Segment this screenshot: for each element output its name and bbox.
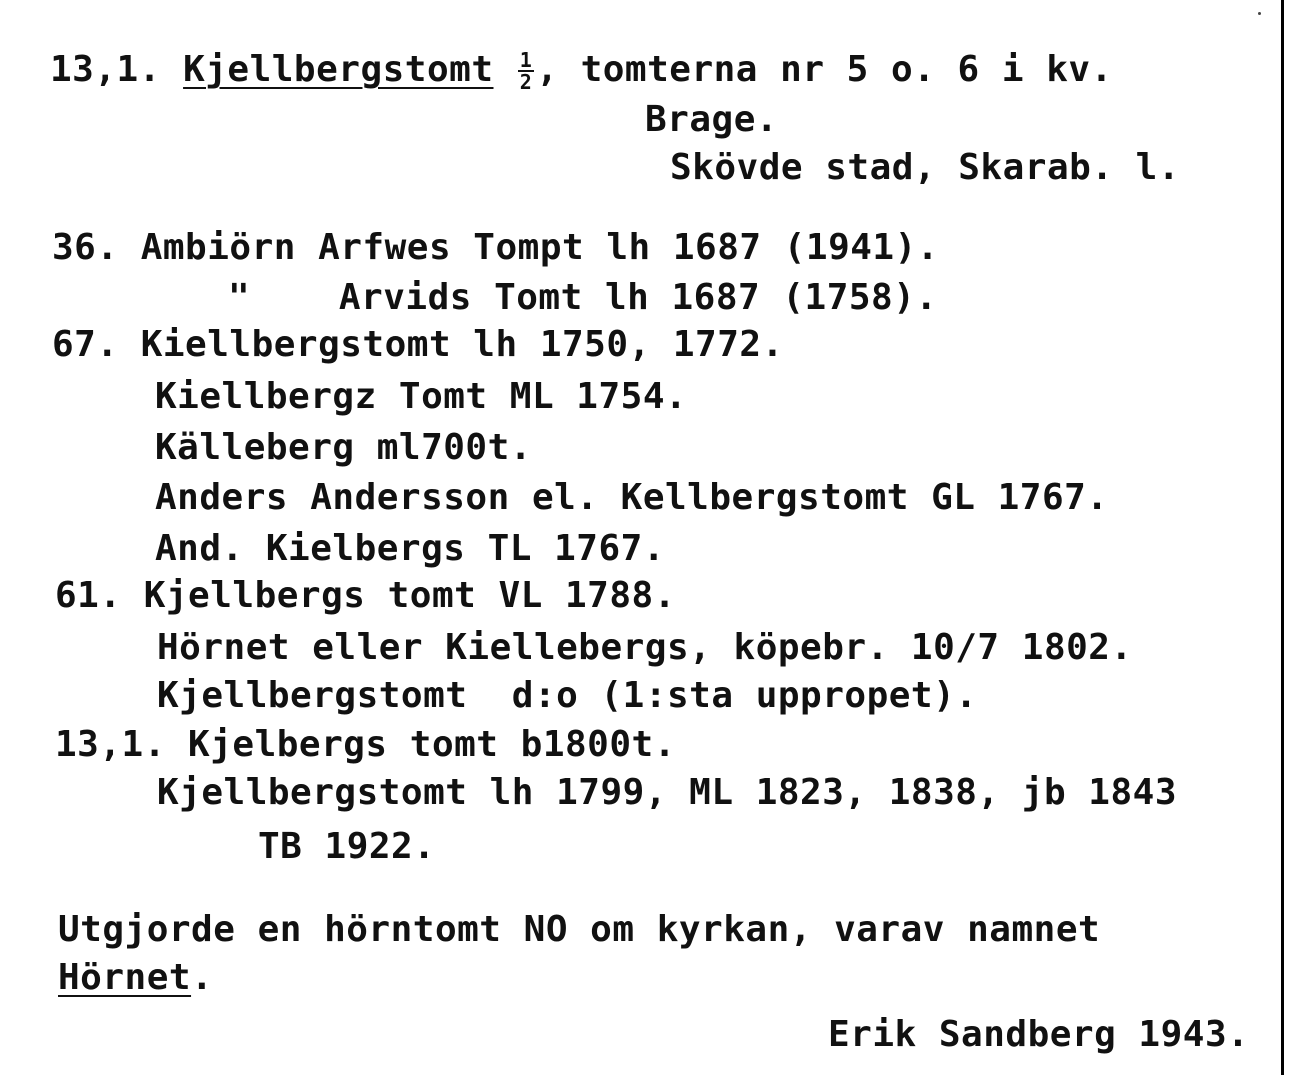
header-line-2: Brage. [645,99,779,140]
entry-line: " Arvids Tomt lh 1687 (1758). [228,277,938,318]
fraction-numerator: 1 [519,48,533,72]
note-line-1: Utgjorde en hörntomt NO om kyrkan, varav namnet [58,909,1101,950]
header-number: 13,1. [50,49,161,90]
header-name: Kjellbergstomt [183,49,494,90]
signature: Erik Sandberg 1943. [828,1014,1250,1055]
entry-line: 61. Kjellbergs tomt VL 1788. [55,575,676,616]
entry-line: TB 1922. [258,826,436,867]
entry-line: Hörnet eller Kiellebergs, köpebr. 10/7 1802. [157,627,1133,668]
header-rest: , tomterna nr 5 o. 6 i kv. [536,49,1113,90]
entry-line: Anders Andersson el. Kellbergstomt GL 1767. [155,477,1109,518]
note-line-2-end: . [191,957,214,998]
header-line [50,50,1113,92]
header-fraction [518,50,535,92]
ink-speck [1258,12,1261,15]
entry-line: 67. Kiellbergstomt lh 1750, 1772. [52,324,784,365]
header-line-3: Skövde stad, Skarab. l. [670,147,1180,188]
card-edge-line [1281,0,1284,1075]
note-line-2 [58,958,213,998]
entry-line: Källeberg ml700t. [155,427,532,468]
entry-line: Kjellbergstomt d:o (1:sta uppropet). [157,675,978,716]
entry-line: 36. Ambiörn Arfwes Tompt lh 1687 (1941). [52,227,939,268]
note-underlined-word: Hörnet [58,957,192,998]
fraction-denominator: 2 [519,70,533,94]
entry-line: Kiellbergz Tomt ML 1754. [155,376,688,417]
entry-line: And. Kielbergs TL 1767. [155,528,665,569]
entry-line: Kjellbergstomt lh 1799, ML 1823, 1838, jb 1843 [157,772,1177,813]
entry-line: 13,1. Kjelbergs tomt b1800t. [55,724,676,765]
